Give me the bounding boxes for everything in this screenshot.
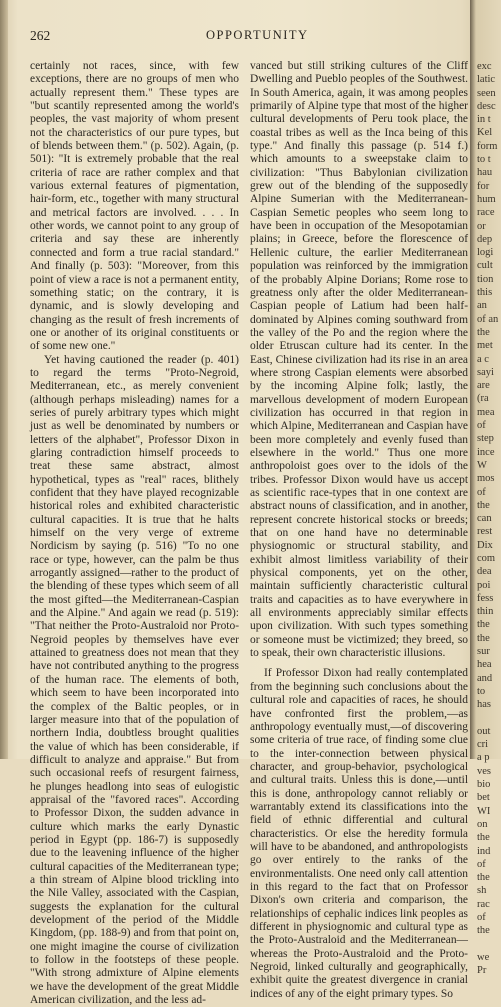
facing-page-fragment: race <box>477 207 495 219</box>
facing-page-fragment: ince <box>477 446 495 458</box>
running-head: OPPORTUNITY <box>206 28 309 42</box>
facing-page-fragment: bet <box>477 792 490 804</box>
facing-page-fragment <box>477 712 501 725</box>
facing-page-fragment: has <box>477 699 491 711</box>
facing-page-fragment: of <box>477 858 486 870</box>
facing-page-fragment: ves <box>477 765 491 777</box>
facing-page-fragment: latic <box>477 74 496 86</box>
facing-page-fragment: or <box>477 220 486 232</box>
facing-page-fragment: (ra <box>477 393 489 405</box>
facing-page-fragment: dea <box>477 566 492 578</box>
facing-page-fragment: the <box>477 326 490 338</box>
facing-page-fragment <box>477 938 501 951</box>
facing-page-fragment: form <box>477 140 498 152</box>
facing-page-fragment: logi <box>477 247 494 259</box>
facing-page-fragment: dep <box>477 233 493 245</box>
facing-page-fragment: Pr <box>477 965 487 977</box>
facing-page-fragment: hea <box>477 659 492 671</box>
facing-page-fragment: for <box>477 180 490 192</box>
facing-page-fragment: this <box>477 287 493 299</box>
left-paragraph-2: Yet having cautioned the reader (p. 401) to regard the terms "Proto-Negroid, Mediterranean, etc., as merely convenient (although perhaps misleading) names for a series of purely arbitrary types which might just as well be denominated by numbers or letters of the alphabet", Professor Dixon in glaring contradiction himself proceeds to treat these same abstract, almost hypothetical, types as "real" races, blithely confident that they have played recognizable historical roles and exhibited characteristic cultural capacities. It is true that he halts himself on the very verge of extreme Nordicism by saying (p. 516) "To no one race or type, however, can the palm be thus arrogantly assigned—rather to the product of the blending of these types which seem of all the most gifted—the Mediterranean-Caspian and the Alpine." And again we read (p. 519): "That neither the Proto-Australoid nor Proto-Negroid peoples by themselves have ever attained to greatness does not mean that they have not contributed anything to the progress of the human race. The elements of both, which seem to have been incorporated into the complex of the Baltic peoples, or in larger measure into that of the population of northern India, doubtless brought qualities the value of which has been considerable, if difficult to analyze and appraise." But from such occasional reefs of resurgent fairness, he plunges headlong into seas of eulogistic appraisal of the "favored races". According to Professor Dixon, the sudden advance in culture which marks the early Dynastic period in Egypt (pp. 186-7) is supposedly due to the leavening influence of the higher cultural capacities of the Mediterranean type; a thin stream of Alpine blood trickling into the Nile Valley, associated with the Caspian, suggests the explanation for the cultural development of the period of the Middle Kingdom, (pp. 188-9) and from that point on, one might imagine the course of civilization to follow in the footsteps of these people. "With strong admixture of Alpine elements we have the development of the great Middle American civilization, and the less ad- <box>30 353 239 1007</box>
facing-page-fragment: and <box>477 672 493 684</box>
facing-page-fragment: step <box>477 433 494 445</box>
left-column <box>30 60 239 1007</box>
facing-page-fragment: cult <box>477 260 493 272</box>
facing-page-fragment: hum <box>477 193 496 205</box>
facing-page-fragment: rest <box>477 526 493 538</box>
right-paragraph-2: If Professor Dixon had really contemplated from the beginning such conclusions about the cultural role and capacities of races, he should have confronted first the problem,—as anthropology eventually must,—of discovering some criteria of true race, of finding some clue to the inter-connection between physical character, and group-behavior, psychological and cultural traits. Unless this is done,—until this is done, anthropology cannot reliably or warrantably extend its classifications into the field of ethnic differential and cultural characteristics. Or else the heredity formula will have to be abandoned, and anthropologists go over entirely to the ranks of the environmentalists. One need only call attention in this regard to the fact that on Professor Dixon's own criteria and comparison, the relationships of cephalic indices link peoples as different in physiognomic and cultural type as the Proto-Australoid and the Mediterranean—whereas the Proto-Australoid and the Proto-Negroid, linked culturally and geographically, exhibit quite the greatest divergence in cranial indices of any of the eight primary types. So <box>250 667 468 1000</box>
facing-page-fragment: mea <box>477 406 495 418</box>
facing-page-text-fragments <box>477 60 501 977</box>
facing-page-fragment: Kel <box>477 127 493 139</box>
facing-page-fragment: ind <box>477 845 491 857</box>
facing-page-fragment: are <box>477 380 490 392</box>
facing-page-fragment: sh <box>477 885 487 897</box>
facing-page-fragment: hau <box>477 167 493 179</box>
facing-page-fragment: WI <box>477 805 491 817</box>
facing-page-fragment: can <box>477 513 492 525</box>
facing-page-fragment: an <box>477 300 487 312</box>
facing-page-fragment: fess <box>477 592 494 604</box>
facing-page-fragment: the <box>477 872 490 884</box>
facing-page-fragment: seen <box>477 87 496 99</box>
facing-page-fragment: desc <box>477 100 496 112</box>
facing-page-fragment: to t <box>477 154 491 166</box>
facing-page-fragment: com <box>477 552 496 564</box>
page-number: 262 <box>30 28 51 43</box>
facing-page-fragment: of <box>477 420 486 432</box>
facing-page-fragment: met <box>477 340 493 352</box>
facing-page-fragment: the <box>477 632 490 644</box>
facing-page-fragment: sayi <box>477 366 494 378</box>
facing-page-fragment: thin <box>477 606 494 618</box>
facing-page-fragment: on <box>477 818 488 830</box>
facing-page-fragment: Dix <box>477 539 493 551</box>
facing-page-fragment: of <box>477 912 486 923</box>
facing-page-fragment: the <box>477 499 490 511</box>
facing-page-fragment: of <box>477 486 486 498</box>
page-header <box>30 28 460 48</box>
facing-page-fragment: we <box>477 951 490 963</box>
book-spine-shadow <box>0 0 8 759</box>
facing-page-fragment: a p <box>477 752 490 764</box>
facing-page-fragment: exc <box>477 61 492 72</box>
facing-page-fragment: in t <box>477 114 491 126</box>
right-paragraph-1: vanced but still striking cultures of the Cliff Dwelling and Pueblo peoples of the Southwest. In South America, again, it was among peoples primarily of Alpine type that most of the higher cultural developments of Peru took place, the coastal tribes as well as the Inca being of this type." And finally this passage (p. 514 f.) which amounts to a sweepstake claim to civilization: "Thus Babylonian civilization grew out of the blending of the supposedly Alpine Sumerian with the Mediterranean-Caspian Semetic peoples who seem long to have been in occupation of the Mesopotamian plains; in Greece, before the florescence of Hellenic culture, the earlier Mediterranean population was reinforced by the immigration of the probably Alpine Dorians; Rome rose to greatness only after the older Mediterranean-Caspian people of Latium had been half-dominated by Alpines coming southward from the valley of the Po and the region where the older Etruscan culture had its center. In the East, Chinese civilization had its rise in an area where strong Caspian elements were absorbed by the incoming Alpine folk; lastly, the marvellous development of modern European civilization has occurred in that region in which Alpine, Mediterranean and Caspian have been more completely and evenly fused than elsewhere in the world." Thus one more anthropoloist goes over to the idols of the tribes. Professor Dixon would have us accept as scientific race-types that in one context are abstract nouns of classification, and in another, represent concrete historical stocks or breeds; that on one hand have no determinable physiognomic or structural stability, and exhibit almost limitless variability of their physical components, yet on the other, maintain sufficiently characteristic cultural traits and capacities as to have everywhere in all environments appreciably similar effects upon civilization. With such types something or someone must be victimized; they breed, so to speak, their own characteristic illusions. <box>250 60 468 660</box>
facing-page-fragment: sur <box>477 646 490 658</box>
facing-page-fragment: out <box>477 725 491 737</box>
right-column <box>250 60 468 1001</box>
facing-page-fragment: rac <box>477 898 490 910</box>
facing-page-fragment: a c <box>477 353 489 365</box>
facing-page-fragment: bio <box>477 779 491 791</box>
facing-page-fragment: the <box>477 832 490 844</box>
facing-page-fragment: poi <box>477 579 491 591</box>
facing-page-fragment: mos <box>477 473 495 485</box>
facing-page-fragment: tion <box>477 273 494 285</box>
facing-page-fragment: the <box>477 925 490 937</box>
facing-page-fragment: W <box>477 459 487 471</box>
facing-page-fragment: to <box>477 685 486 697</box>
facing-page-fragment: of an <box>477 313 499 325</box>
facing-page-fragment: cri <box>477 739 489 751</box>
facing-page-fragment: the <box>477 619 490 631</box>
left-paragraph-1: certainly not races, since, with few exceptions, there are no groups of men who actually represent them." These types are "but scantily represented among the world's peoples, the vast majority of whom present not the characteristics of our pure types, but of blends between them." (p. 502). Again, (p. 501): "It is extremely probable that the real criteria of race are rather complex and that various external features of pigmentation, hair-form, etc., together with many structural and metrical factors are involved. . . . In other words, we cannot point to any group of criteria and say these are inherently connected and form a true racial standard." And finally (p. 503): "Moreover, from this point of view a race is not a permanent entity, something static; on the contrary, it is dynamic, and is slowly developing and changing as the result of fresh increments of one or another of its original constituents or of some new one." <box>30 60 239 353</box>
